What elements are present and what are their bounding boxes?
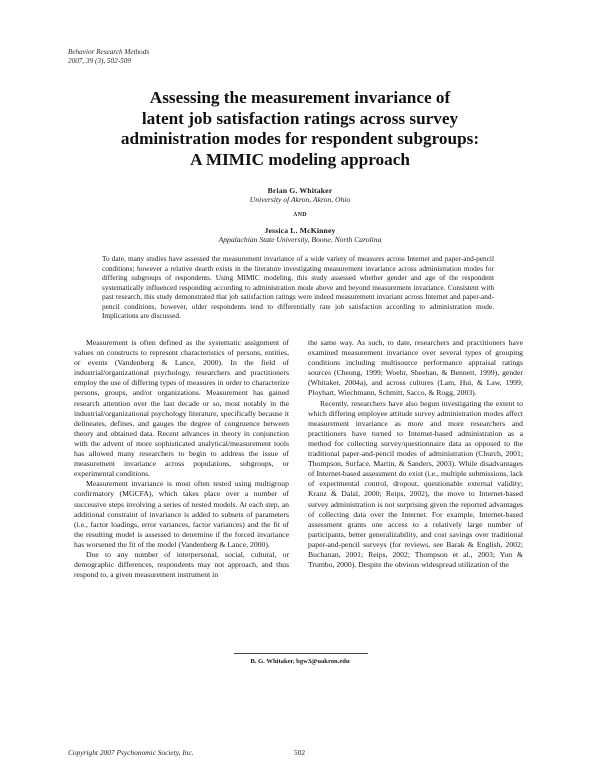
- paragraph: Measurement is often defined as the systematic assignment of values on constructs to represent characteristics of persons, entities, or events (Vandenberg & Lance, 2000). In the field of industrial/organizational psychology, researchers and practitioners employ the use of differing types of measures in order to characterize persons, groups, and/or organizations. Measurement has gained research attention over the last decade or so, most notably in the industrial/organizational psychology literature, specifically because it delineates, defines, and gauges the degree of congruence between theory and obtained data. Recent advances in theory in conjunction with the advent of more sophisticated analytical/measurement tools has allowed many researchers to begin to address the issue of measurement invariance across populations, subgroups, or experimental conditions.: [74, 338, 289, 479]
- paragraph: Recently, researchers have also begun investigating the extent to which differing employee attitude survey administration modes affect measurement invariance as more and more researchers and practitioners have turned to Internet-based administration as a method for collecting survey/questionnaire data as opposed to the traditional paper-and-pencil modes of administration (Church, 2001; Thompson, Surface, Martin, & Sanders, 2003). While disadvantages of Internet-based assessment do exist (i.e., multiple submissions, lack of experimental control, dropout, questionable external validity; Kranz & Dalal, 2000; Reips, 2002), the move to Internet-based survey administration is not surprising given the reported advantages of collecting data over the Internet. For example, Internet-based assessment grants one access to a relatively large number of participants, better generalizability, and cost savings over traditional paper-and-pencil surveys (for reviews, see Barak & English, 2002; Buchanan, 2001; Reips, 2002; Thompson et al., 2003; Yun & Trumbo, 2000). Despite the obvious widespread utilization of the: [308, 398, 523, 570]
- paper-title: [60, 88, 540, 170]
- author-block-1: [60, 186, 540, 204]
- body-column-left: [74, 338, 289, 580]
- title-line: administration modes for respondent subgroups:: [120, 129, 480, 148]
- author-name: Jessica L. McKinney: [264, 226, 336, 235]
- paragraph: Due to any number of interpersonal, social, cultural, or demographic differences, respondents may not approach, and thus respond to, a given measurement instrument in: [74, 549, 289, 580]
- and-separator: AND: [293, 212, 307, 218]
- journal-name: Behavior Research Methods: [68, 48, 150, 56]
- page-number: 502: [294, 748, 306, 757]
- title-line: Assessing the measurement invariance of: [149, 88, 451, 107]
- paragraph: Measurement invariance is most often tested using multigroup confirmatory (MGCFA), which takes place over a number of successive steps involving a series of nested models. At each step, an additional constraint of invariance is added to subsets of parameters (i.e., factor loadings, error variances, factor variances) and the fit of the resulting model is assessed to determine if the forced invariance has worsened the fit of the model (Vandenberg & Lance, 2000).: [74, 479, 289, 549]
- paragraph: the same way. As such, to date, researchers and practitioners have examined measurement invariance over several types of grouping conditions including multisource performance appraisal ratings sources (Cheung, 1999; Woehr, Sheehan, & Bennett, 1999), gender (Whitaker, 2004a), and across cultures (Lam, Hui, & Law, 1999; Ployhart, Wiechmann, Schmitt, Sacco, & Rogg, 2003).: [308, 338, 523, 398]
- author-block-2: [60, 226, 540, 244]
- footnote-divider: [234, 653, 368, 654]
- journal-citation: 2007, 39 (3), 502-509: [68, 57, 131, 65]
- copyright-notice: Copyright 2007 Psychonomic Society, Inc.: [68, 748, 194, 757]
- abstract: To date, many studies have assessed the measurement invariance of a wide variety of measures across Internet and paper-and-pencil conditions; however a relative dearth exists in the literature investigating measurement invariance across administration modes for differing subgroups of respondents. Using MIMIC modeling, this study assessed whether gender and age of the respondent systematically influenced responding according to administration mode above and beyond measurement invariance. Consistent with past research, this study demonstrated that job satisfaction ratings were indeed measurement invariant across Internet and paper-and-pencil conditions, however, older respondents tend to differentially rate job satisfaction according to administration mode. Implications are discussed.: [102, 254, 494, 320]
- corresponding-author-email: B. G. Whitaker, bgw3@uakron.edu: [250, 658, 350, 665]
- journal-header: [68, 48, 149, 66]
- title-line: latent job satisfaction ratings across survey: [141, 108, 459, 128]
- author-affiliation: University of Akron, Akron, Ohio: [249, 195, 351, 204]
- body-column-right: [308, 338, 523, 570]
- author-name: Brian G. Whitaker: [267, 186, 333, 195]
- title-line: A MIMIC modeling approach: [190, 149, 410, 169]
- author-affiliation: Appalachian State University, Boone, North Carolina: [218, 235, 382, 244]
